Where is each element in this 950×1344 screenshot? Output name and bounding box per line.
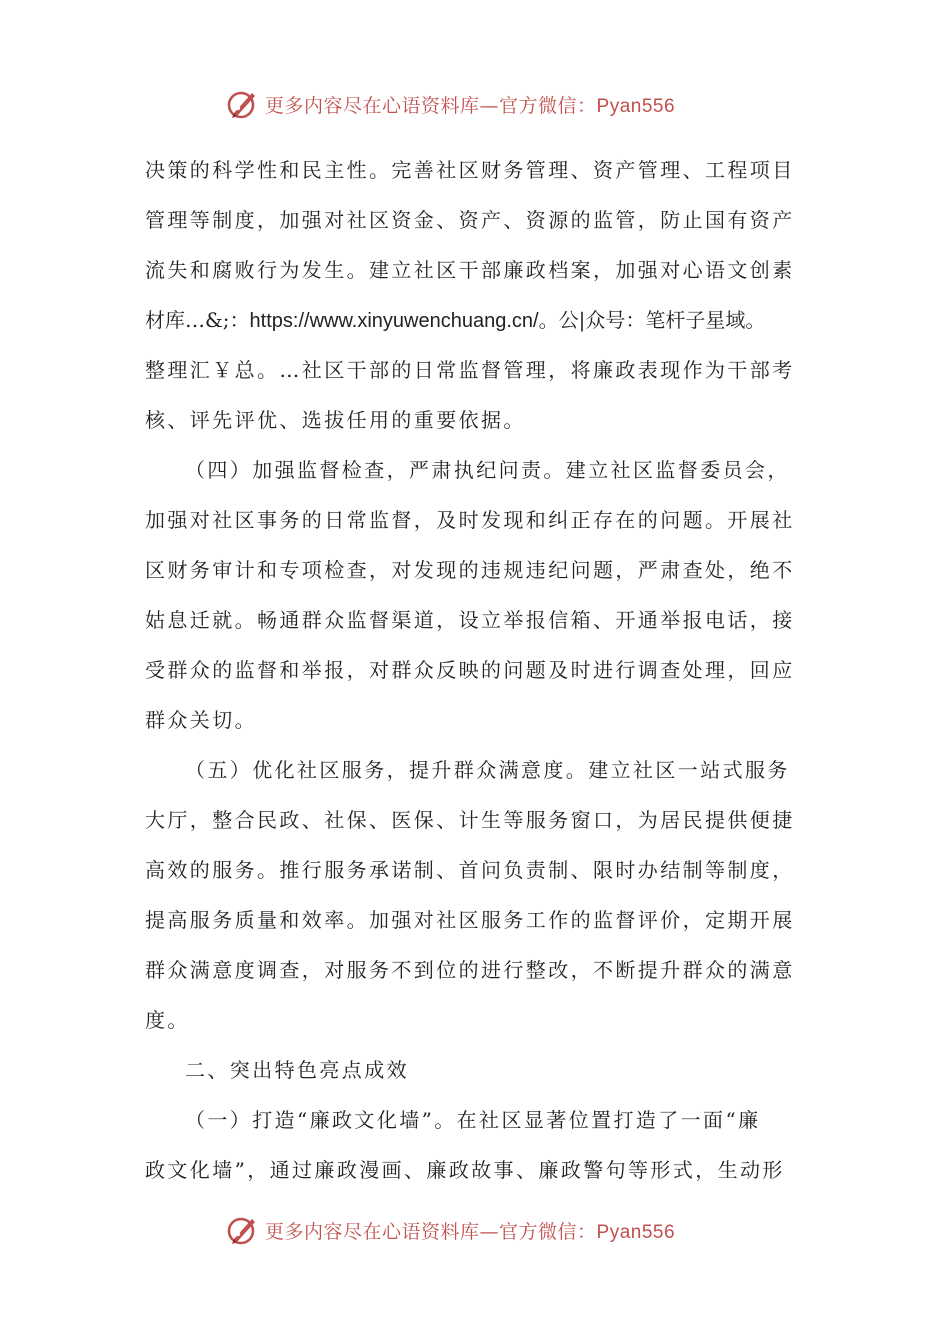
header-banner-label: 更多内容尽在心语资料库—官方微信： [265,94,597,117]
text-line: 管理等制度，加强对社区资金、资产、资源的监管，防止国有资产 [145,208,795,232]
text-line: 政文化墙”，通过廉政漫画、廉政故事、廉政警句等形式，生动形 [145,1158,785,1182]
text-fragment: 材库…&;： [145,308,250,332]
section-heading: 二、突出特色亮点成效 [185,1058,409,1082]
text-line: 姑息迁就。畅通群众监督渠道，设立举报信箱、开通举报电话，接 [145,608,795,632]
text-fragment: 。公|众号：笔杆子星域。 [538,308,766,332]
paragraph-start-line: （四）加强监督检查，严肃执纪问责。建立社区监督委员会， [185,458,790,482]
text-line: 高效的服务。推行服务承诺制、首问负责制、限时办结制等制度， [145,858,795,882]
paragraph-start-line: （五）优化社区服务，提升群众满意度。建立社区一站式服务 [185,758,790,782]
text-line: 度。 [145,1008,190,1032]
footer-wechat-id: Pyan556 [596,1221,676,1243]
header-banner-text [265,91,675,118]
pen-circle-logo-icon [225,87,259,121]
pen-circle-logo-icon [225,1213,259,1247]
text-line: 核、评先评优、选拔任用的重要依据。 [145,408,526,432]
body-text [145,152,815,1202]
text-line-with-link [145,302,815,352]
text-line: 提高服务质量和效率。加强对社区服务工作的监督评价，定期开展 [145,908,795,932]
website-link[interactable]: https://www.xinyuwenchuang.cn/ [249,310,539,332]
footer-banner-text [265,1217,675,1244]
text-line: 决策的科学性和民主性。完善社区财务管理、资产管理、工程项目 [145,158,795,182]
paragraph-start-line: （一）打造“廉政文化墙”。在社区显著位置打造了一面“廉 [185,1108,761,1132]
footer-banner-label: 更多内容尽在心语资料库—官方微信： [265,1220,597,1243]
text-line: 大厅，整合民政、社保、医保、计生等服务窗口，为居民提供便捷 [145,808,795,832]
text-line: 受群众的监督和举报，对群众反映的问题及时进行调查处理，回应 [145,658,795,682]
text-line: 整理汇￥总。…社区干部的日常监督管理，将廉政表现作为干部考 [145,358,795,382]
header-banner [225,84,725,124]
text-line: 群众满意度调查，对服务不到位的进行整改，不断提升群众的满意 [145,958,795,982]
text-line: 流失和腐败行为发生。建立社区干部廉政档案，加强对心语文创素 [145,258,795,282]
header-wechat-id: Pyan556 [596,95,676,117]
text-line: 群众关切。 [145,708,257,732]
text-line: 加强对社区事务的日常监督，及时发现和纠正存在的问题。开展社 [145,508,795,532]
text-line: 区财务审计和专项检查，对发现的违规违纪问题，严肃查处，绝不 [145,558,795,582]
footer-banner [225,1210,725,1250]
